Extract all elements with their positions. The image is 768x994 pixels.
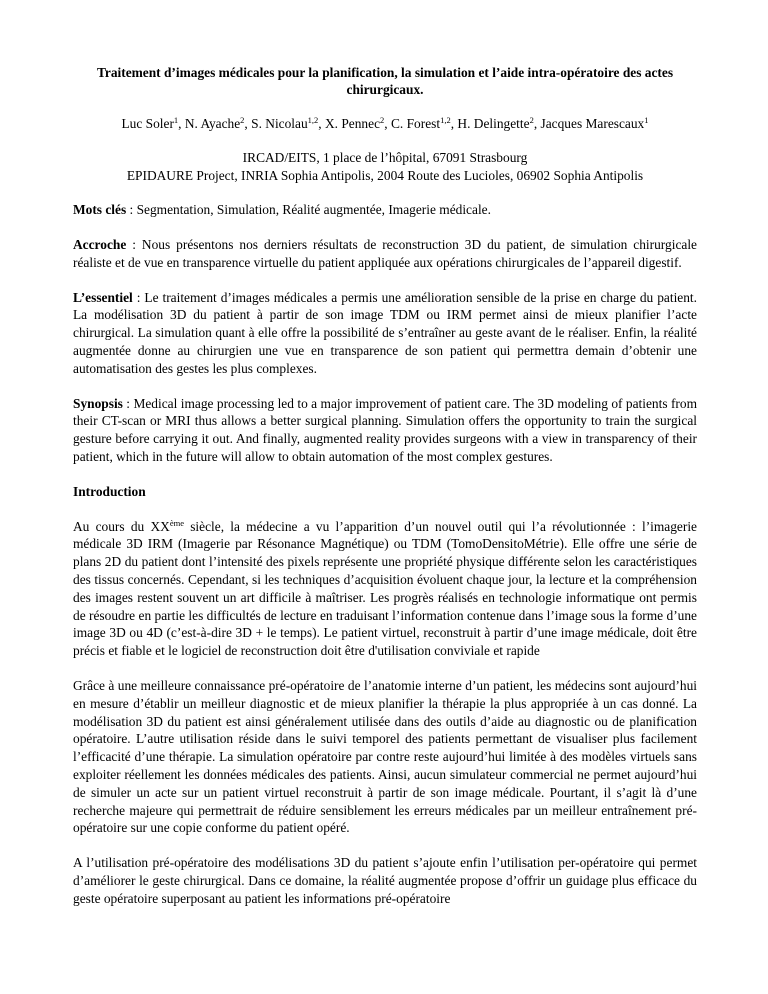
section-heading-introduction: Introduction xyxy=(73,483,146,499)
affiliation-2: EPIDAURE Project, INRIA Sophia Antipolis, 2004 Route des Lucioles, 06902 Sophia Antipolis xyxy=(126,167,644,183)
intro-paragraph-3: A l’utilisation pré-opératoire des modélisations 3D du patient s’ajoute enfin l’utilisation per-opératoire qui permet d’améliorer le geste chirurgical. Dans ce domaine, la réalité augmentée propose d’offrir un guidage plus efficace du geste opératoire superposant au patient les informations pré-opératoire xyxy=(73,855,697,906)
accroche-text: : Nous présentons nos derniers résultats de reconstruction 3D du patient, de simulation chirurgicale réaliste et de vue en transparence virtuelle du patient appliquée aux opérations chirurgicales de l’appareil digestif. xyxy=(73,236,697,270)
author: Jacques Marescaux$^1$ xyxy=(540,115,649,131)
keywords xyxy=(73,201,697,219)
author: S. Nicolau$^{1,2}$ xyxy=(251,115,319,131)
keywords-text: : Segmentation, Simulation, Réalité augmentée, Imagerie médicale. xyxy=(126,202,491,218)
intro-paragraph-2: Grâce à une meilleure connaissance pré-opératoire de l’anatomie interne d’un patient, les médecins sont aujourd’hui en mesure d’établir un meilleur diagnostic et de mieux planifier la thérapie la plus appropriée à un cas donné. La modélisation 3D du patient est ainsi généralement utilisée dans des outils d’aide au diagnostic ou de planification opératoire. L’autre utilisation réside dans le suivi temporel des patients permettant de visualiser plus facilement l’efficacité d’une thérapie. La simulation opératoire par contre reste aujourd’hui limitée à des modèles virtuels sans exploiter réellement les données médicales des patients. Ainsi, aucun simulateur commercial ne permet aujourd’hui de simuler un acte sur un patient virtuel reconstruit à partir de son image médicale. Pourtant, il s’agit là d’une recherche majeure qui permettrait de réduire sensiblement les erreurs médicales par un meilleur entraînement pré-opératoire sur une copie conforme du patient opéré. xyxy=(73,677,697,836)
accroche-label: Accroche xyxy=(73,236,127,252)
synopsis-label: Synopsis xyxy=(73,395,123,411)
author: X. Pennec$^2$ xyxy=(324,115,385,131)
essentiel xyxy=(73,289,697,378)
synopsis xyxy=(73,395,697,466)
affiliation-1: IRCAD/EITS, 1 place de l’hôpital, 67091 Strasbourg xyxy=(242,150,528,165)
essentiel-text: : Le traitement d’images médicales a permis une amélioration sensible de la prise en charge du patient. La modélisation 3D du patient à partir de son image TDM ou IRM permet ainsi de mieux planifier l’acte chirurgical. La simulation quant à elle offre la possibilité de s’entraîner au geste avant de le réaliser. Enfin, la réalité augmentée donne au chirurgien une vue en transparence de son patient qui permettra demain d’obtenir une automatisation des gestes les plus complexes. xyxy=(73,289,697,376)
synopsis-text: : Medical image processing led to a major improvement of patient care. The 3D modeling of patients from their CT-scan or MRI thus allows a better surgical planning. Simulation offers the opportunity to train the surgical gesture before carrying it out. And finally, augmented reality provides surgeons with a view in transparency of their patient, which in the future will allow to obtain automation of the most complex gestures. xyxy=(73,395,697,464)
essentiel-label: L’essentiel xyxy=(73,289,133,305)
intro-paragraph-1: Au cours du XXème siècle, la médecine a vu l’apparition d’un nouvel outil qui l’a révolutionnée : l’imagerie médicale 3D IRM (Imagerie par Résonance Magnétique) ou TDM (TomoDensitoMétrie). Elle offre une série de plans 2D du patient dont l’intensité des pixels représente une propriété physique différente selon les caractéristiques des tissus concernés. Cependant, si les techniques d’acquisition évoluent chaque jour, la lecture et la compréhension des images restent souvent un art difficile à maîtriser. Les progrès réalisés en technologie informatique ont permis de résoudre en partie les difficultés de lecture en traduisant l’information contenue dans l’image sous la forme d’une image 3D ou 4D (c’est-à-dire 3D + le temps). Le patient virtuel, reconstruit à partir d’une image médicale, doit être précis et fiable et le logiciel de reconstruction doit être d'utilisation conviviale et rapide xyxy=(73,517,697,659)
affiliations xyxy=(73,149,697,184)
author-list: Luc Soler$^1$, N. Ayache$^2$, S. Nicolau$^{1,2}$, X. Pennec$^2$, C. Forest$^{1,2}$, H. Delingette$^2$, Jacques Marescaux$^1$ xyxy=(121,115,649,131)
author: Luc Soler$^1$ xyxy=(121,115,179,131)
author: C. Forest$^{1,2}$ xyxy=(390,115,451,131)
author: N. Ayache$^2$ xyxy=(184,115,245,131)
accroche xyxy=(73,236,697,272)
author: H. Delingette$^2$ xyxy=(457,115,534,131)
paper-title: Traitement d’images médicales pour la planification, la simulation et l’aide intra-opératoire des actes chirurgicaux. xyxy=(96,65,674,97)
keywords-label: Mots clés xyxy=(73,202,127,218)
